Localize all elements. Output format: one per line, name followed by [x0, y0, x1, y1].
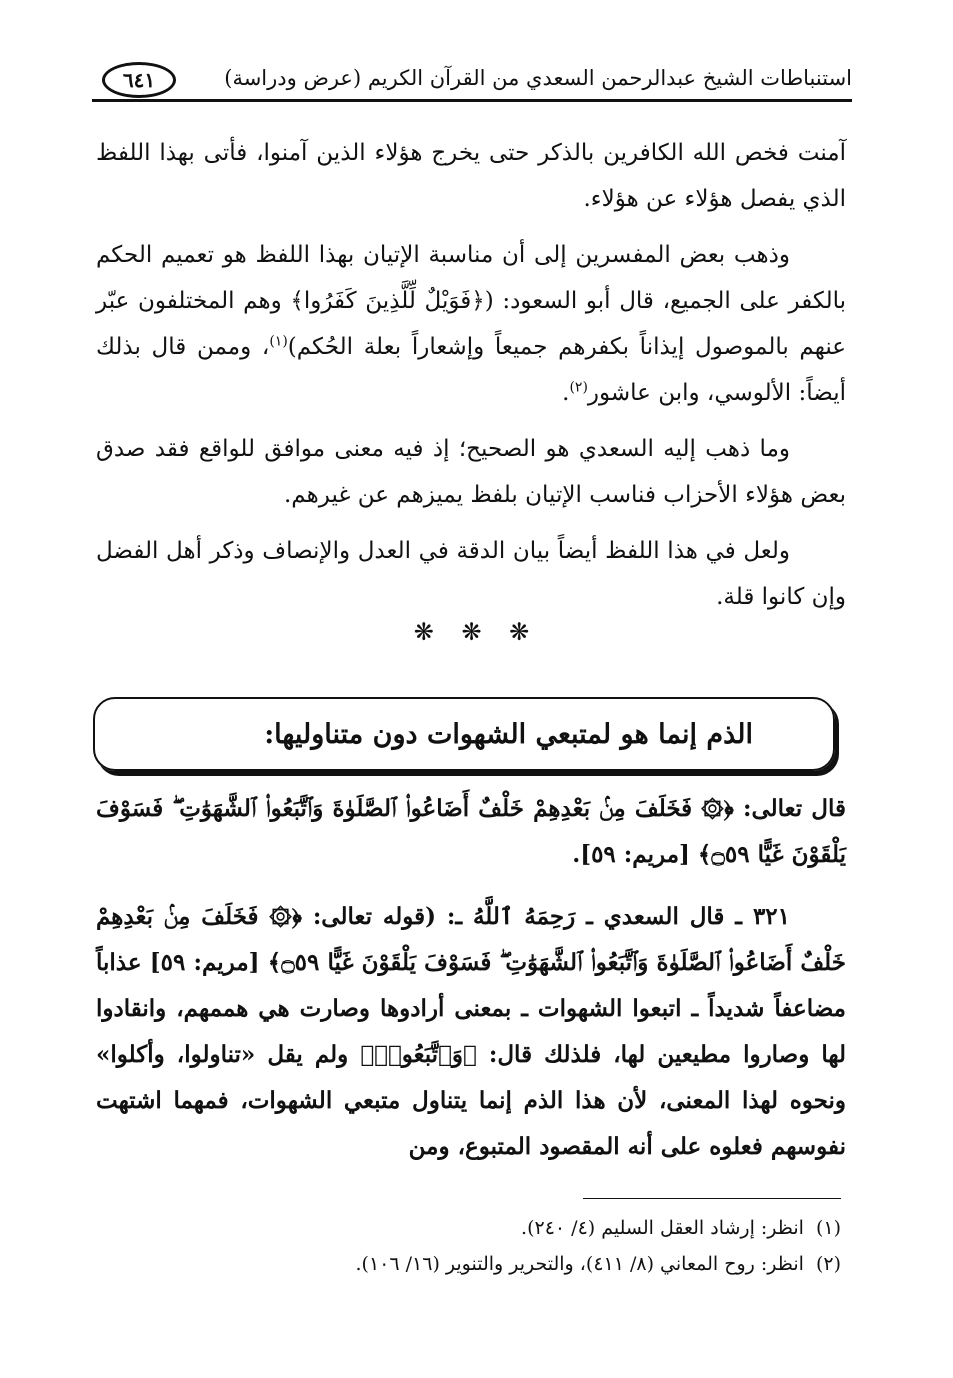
verse-block: [96, 786, 846, 878]
header-divider: [92, 99, 852, 102]
section-separator: ❋ ❋ ❋: [413, 618, 540, 646]
paragraph-2-d: .: [562, 380, 570, 406]
entry-quran-1: ﴿۞ فَخَلَفَ مِنۢ بَعْدِهِمْ خَلْفٌ أَضَاعُوا۟ ٱلصَّلَوٰةَ وَٱتَّبَعُوا۟ ٱلشَّهَوَٰتِ ۖ فَسَوْفَ يَلْقَوْنَ غَيًّا ۝٥٩﴾: [96, 903, 847, 976]
intro-text: [96, 130, 846, 620]
paragraph-2-c: ، وممن قال بذلك أيضاً: الألوسي، وابن عاشور: [96, 334, 846, 406]
footnotes: [96, 1210, 841, 1282]
entry-block: [96, 894, 846, 1170]
paragraph-2: [96, 232, 846, 416]
footnote-2: [96, 1246, 841, 1282]
entry-body-1: عذاباً مضاعفاً شديداً ـ اتبعوا الشهوات ـ بمعنى أرادوها وصارت هي هممهم، وانقادوا لها وصاروا مطيعين لها، فلذلك قال:: [96, 949, 846, 1068]
verse-paragraph: [96, 786, 846, 878]
header-title: استنباطات الشيخ عبدالرحمن السعدي من القرآن الكريم (عرض ودراسة): [224, 66, 852, 90]
footnote-text: انظر: روح المعاني (٨/ ٤١١)، والتحرير والتنوير (١٦/ ١٠٦).: [355, 1253, 804, 1275]
section-heading: الذم إنما هو لمتبعي الشهوات دون متناوليها:: [264, 718, 753, 750]
entry-body-2: ولم يقل «تناولوا، وأكلوا» ونحوه لهذا المعنى، لأن هذا الذم إنما يتناول متبعي الشهوات، فمهما اشتهت نفوسهم فعلوه على أنه المقصود المتبوع، ومن: [96, 1041, 846, 1160]
footnote-text: انظر: إرشاد العقل السليم (٤/ ٢٤٠).: [521, 1217, 804, 1239]
paragraph-4: ولعل في هذا اللفظ أيضاً بيان الدقة في العدل والإنصاف وذكر أهل الفضل وإن كانوا قلة.: [96, 538, 846, 610]
footnote-number: (٢): [815, 1253, 841, 1275]
footnote-ref-2: (٢): [569, 379, 588, 396]
entry-321: [96, 894, 846, 1170]
running-header: [92, 58, 852, 102]
entry-quran-2: ﴿وَٱتَّبَعُوا۟﴾: [360, 1041, 477, 1068]
footnote-ref-1: (١): [269, 333, 288, 350]
section-heading-box: [93, 697, 835, 771]
entry-reference: [مريم: ٥٩]: [141, 949, 268, 976]
entry-intro: ٣٢١ ـ قال السعدي ـ رَحِمَهُ ٱللَّهُ ـ: (قوله تعالى:: [301, 903, 790, 930]
footnote-divider: [583, 1198, 841, 1199]
paragraph-2-b: وهم المختلفون عبّر عنهم بالموصول إيذاناً بكفرهم جميعاً وإشعاراً بعلة الحُكم): [96, 288, 847, 360]
verse-text: ﴿۞ فَخَلَفَ مِنۢ بَعْدِهِمْ خَلْفٌ أَضَاعُوا۟ ٱلصَّلَوٰةَ وَٱتَّبَعُوا۟ ٱلشَّهَوَٰتِ ۖ فَسَوْفَ يَلْقَوْنَ غَيًّا ۝٥٩﴾: [96, 795, 846, 868]
paragraph-3: وما ذهب إليه السعدي هو الصحيح؛ إذ فيه معنى موافق للواقع فقد صدق بعض هؤلاء الأحزاب فناسب الإتيان بلفظ يميزهم عن غيرهم.: [96, 436, 846, 508]
paragraph-2-a: وذهب بعض المفسرين إلى أن مناسبة الإتيان بهذا اللفظ هو تعميم الحكم بالكفر على الجميع، قال أبو السعود: (: [96, 242, 846, 314]
footnote-number: (١): [815, 1217, 841, 1239]
verse-lead: قال تعالى:: [733, 795, 846, 822]
paragraph-1: آمنت فخص الله الكافرين بالذكر حتى يخرج هؤلاء الذين آمنوا، فأتى بهذا اللفظ الذي يفصل هؤلاء عن هؤلاء.: [96, 140, 846, 212]
quran-quote: ﴿فَوَيْلٌ لِّلَّذِينَ كَفَرُوا﴾: [290, 288, 485, 314]
page-number: ٦٤١: [102, 62, 176, 98]
footnote-1: [96, 1210, 841, 1246]
verse-reference: [مريم: ٥٩].: [572, 841, 698, 868]
